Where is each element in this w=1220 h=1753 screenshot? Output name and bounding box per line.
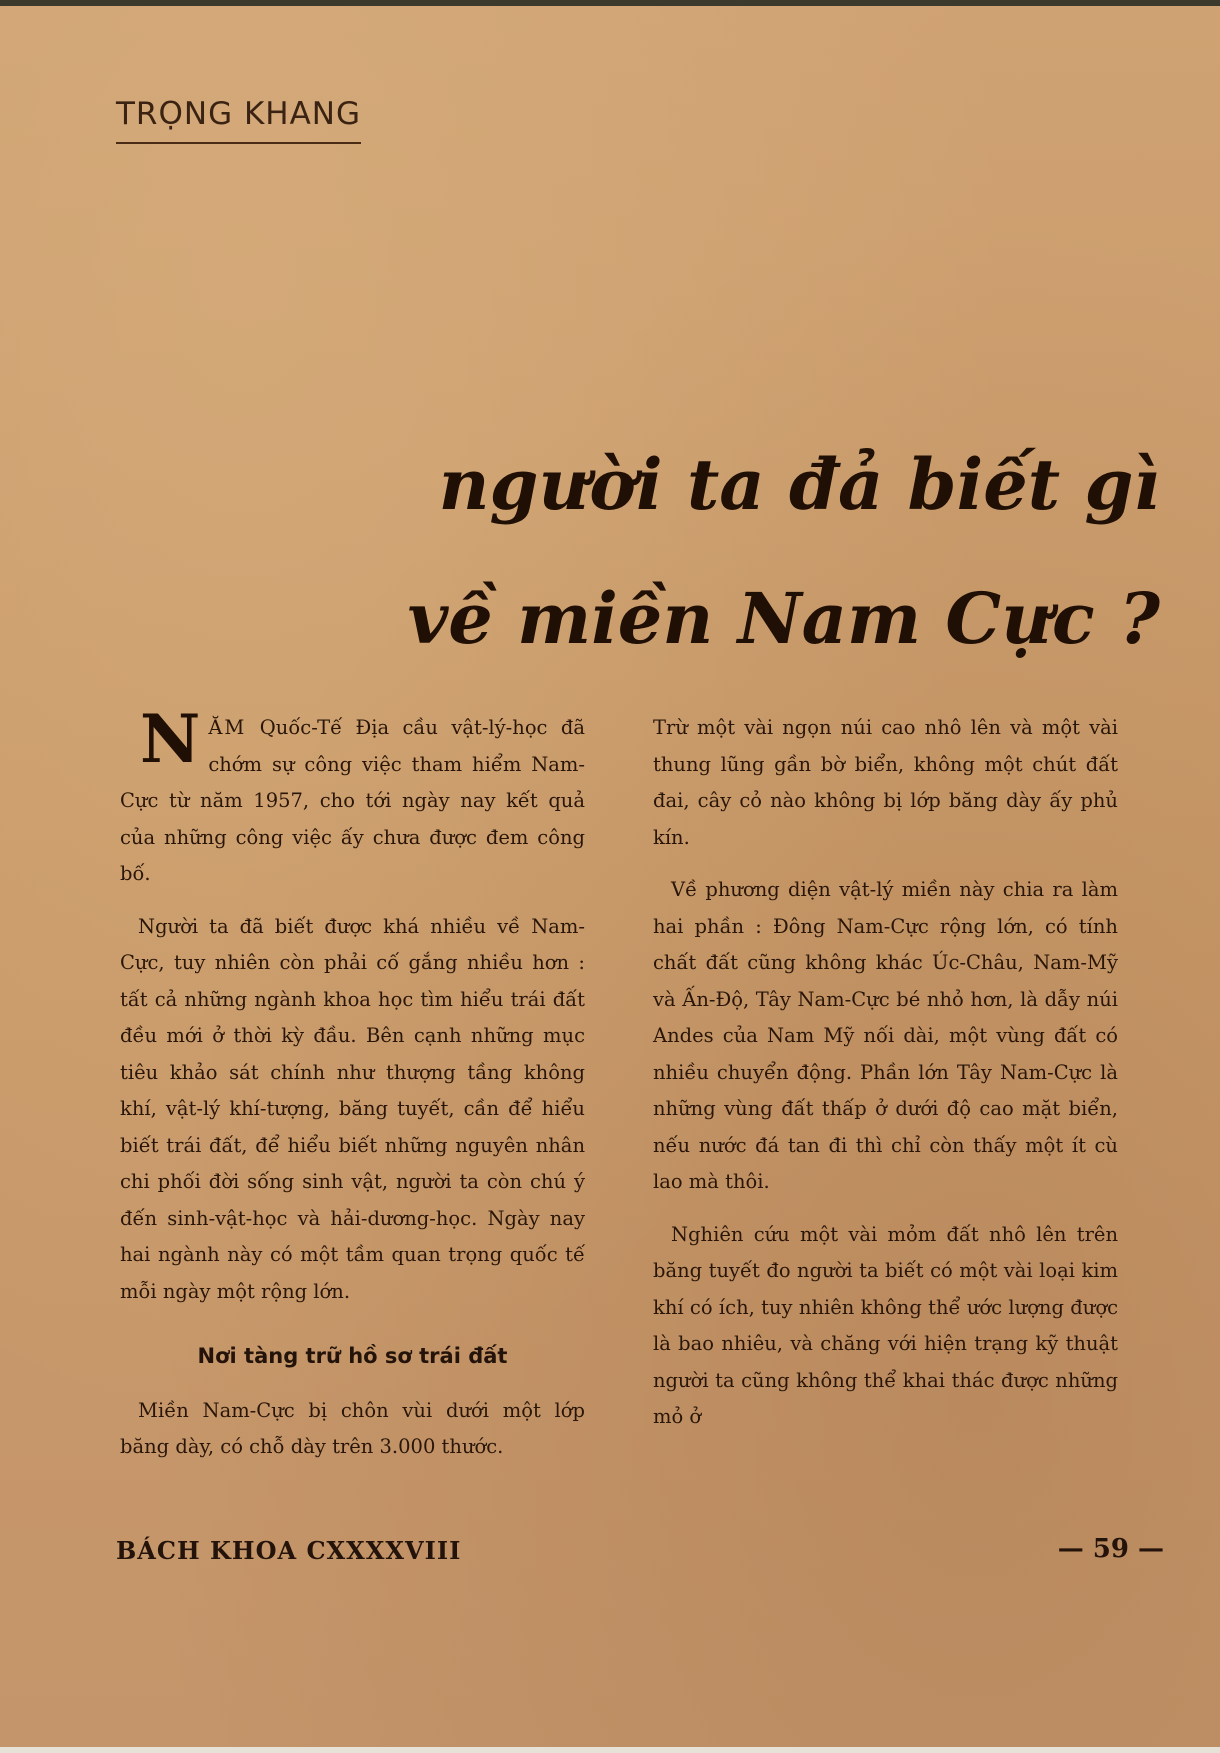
right-column [653,710,1118,1452]
paragraph-text: Quốc-Tế Địa cầu vật-lý-học đã chớm sự công việc tham hiểm Nam-Cực từ năm 1957, cho tới ngày nay kết quả của những công việc ấy chưa được đem công bố. [120,716,585,885]
scan-top-edge [0,0,1220,6]
scan-bottom-edge [0,1747,1220,1753]
paragraph [120,700,585,893]
lead-caps: ĂM [208,716,247,739]
paragraph: Người ta đã biết được khá nhiều về Nam-Cực, tuy nhiên còn phải cố gắng nhiều hơn : tất cả những ngành khoa học tìm hiểu trái đất đều mới ở thời kỳ đầu. Bên cạnh những mục tiêu khảo sát chính như thượng tầng không khí, vật-lý khí-tượng, băng tuyết, cần để hiểu biết trái đất, để hiểu biết những nguyên nhân chi phối đời sống sinh vật, người ta còn chú ý đến sinh-vật-học và hải-dương-học. Ngày nay hai ngành này có một tầm quan trọng quốc tế mỗi ngày một rộng lớn. [120,914,585,1303]
drop-cap: N [140,700,201,778]
author-name: TRỌNG KHANG [116,96,361,144]
paragraph: Nghiên cứu một vài mỏm đất nhô lên trên băng tuyết đo người ta biết có một vài loại kim khí có ích, tuy nhiên không thể ước lượng được là bao nhiêu, và chăng với hiện trạng kỹ thuật người ta cũng không thể khai thác được những mỏ ở [653,1222,1118,1428]
title-line-1: người ta đả biết gì [438,443,1160,526]
article-title [260,418,1160,686]
page-number: — 59 — [1057,1534,1164,1564]
paragraph: Về phương diện vật-lý miền này chia ra làm hai phần : Đông Nam-Cực rộng lớn, có tính chất đất cũng không khác Úc-Châu, Nam-Mỹ và Ấn-Độ, Tây Nam-Cực bé nhỏ hơn, là dẫy núi Andes của Nam Mỹ nối dài, một vùng đất có nhiều chuyển động. Phần lớn Tây Nam-Cực là những vùng đất thấp ở dưới độ cao mặt biển, nếu nước đá tan đi thì chỉ còn thấy một ít cù lao mà thôi. [653,878,1118,1193]
title-line-2: về miền Nam Cực ? [407,577,1160,660]
left-column [120,700,585,1482]
section-heading: Nơi tàng trữ hồ sơ trái đất [197,1344,508,1368]
paragraph: Trừ một vài ngọn núi cao nhô lên và một vài thung lũng gần bờ biển, không một chút đất đai, cây cỏ nào không bị lớp băng dày ấy phủ kín. [653,716,1118,849]
publication-footer: BÁCH KHOA CXXXXVIII [116,1536,462,1565]
paragraph: Miền Nam-Cực bị chôn vùi dưới một lớp băng dày, có chỗ dày trên 3.000 thước. [120,1398,585,1458]
